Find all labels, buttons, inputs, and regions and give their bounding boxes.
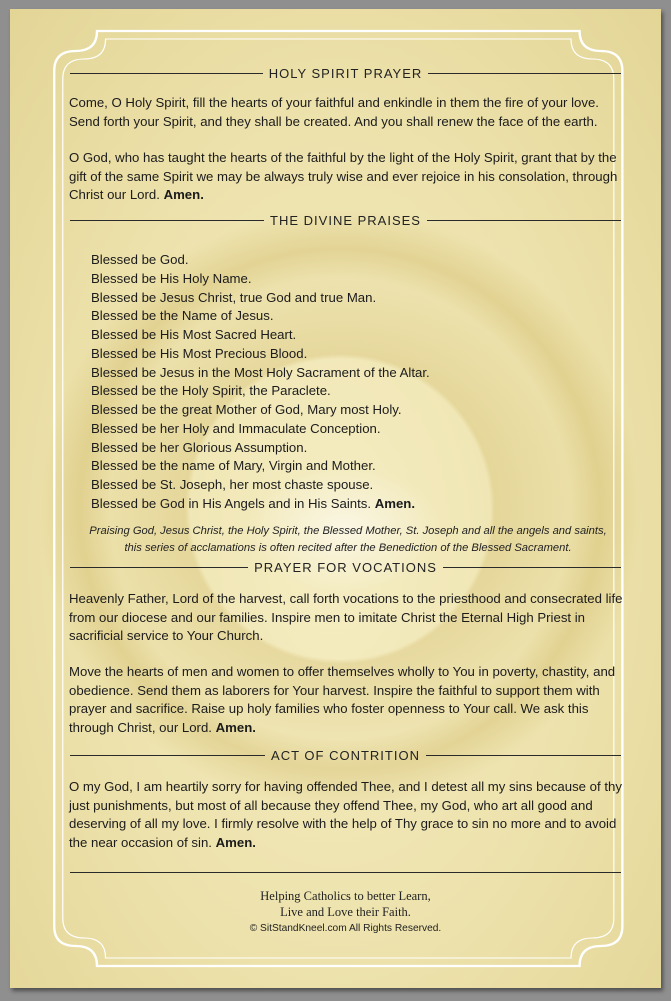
amen: Amen. <box>215 719 256 735</box>
praise-line: Blessed be her Holy and Immaculate Conception. <box>91 420 381 436</box>
holy-spirit-heading <box>70 66 621 81</box>
praise-line: Blessed be the great Mother of God, Mary most Holy. <box>91 402 402 417</box>
praise-line: Blessed be the Holy Spirit, the Paraclete. <box>91 383 331 399</box>
prayer-card <box>10 9 661 988</box>
contrition-paragraph: O my God, I am heartily sorry for having offended Thee, and I detest all my sins because of thy just punishments, but most of all because they offend Thee, my God, who art all good and deserving of all my love. I firmly resolve with the help of Thy grace to sin no more and to avoid the near occasion of sin. Amen. <box>69 779 622 850</box>
divine-praises-list <box>91 251 430 514</box>
praise-line: Blessed be the name of Mary, Virgin and Mother. <box>91 458 376 474</box>
amen: Amen. <box>374 495 416 511</box>
heading-rule <box>426 755 621 756</box>
vocations-paragraph-2: Move the hearts of men and women to offer themselves wholly to You in poverty, chastity, and obedience. Send them as laborers for Your harvest. Inspire the faithful to support them with prayer and sacrifice. Raise up holy families who foster openness to Your call. We ask this through Christ, our Lord. Amen. <box>69 664 616 735</box>
vocations-heading <box>70 560 621 575</box>
divine-praises-note: Praising God, Jesus Christ, the Holy Spirit, the Blessed Mother, St. Joseph and all the angels and saints, this series of acclamations is often recited after the Benediction of the Blessed Sacrament. <box>89 525 607 554</box>
footer-tagline-2: Live and Love their Faith. <box>280 905 411 919</box>
praise-line: Blessed be His Most Sacred Heart. <box>91 327 297 342</box>
divine-praises-heading <box>70 213 621 228</box>
footer-divider <box>70 872 621 873</box>
praise-line: Blessed be Jesus in the Most Holy Sacrament of the Altar. <box>91 364 430 380</box>
vocations-paragraph-1: Heavenly Father, Lord of the harvest, call forth vocations to the priesthood and consecrated life from our diocese and our families. Inspire men to imitate Christ the Eternal High Priest in sacrificial service to Your Church. <box>69 591 623 644</box>
heading-rule <box>70 73 263 74</box>
contrition-title: ACT OF CONTRITION <box>271 748 420 763</box>
praise-line: Blessed be His Holy Name. <box>91 270 252 286</box>
contrition-heading <box>70 748 621 763</box>
holy-spirit-title: HOLY SPIRIT PRAYER <box>268 66 423 81</box>
divine-praises-title: THE DIVINE PRAISES <box>270 213 421 228</box>
praise-line: Blessed be God. <box>91 252 189 267</box>
praise-line: Blessed be the Name of Jesus. <box>91 308 274 324</box>
praise-line: Blessed be His Most Precious Blood. <box>91 345 308 361</box>
amen: Amen. <box>215 834 256 850</box>
praise-line: Blessed be Jesus Christ, true God and true Man. <box>91 289 377 305</box>
vocations-title: PRAYER FOR VOCATIONS <box>254 560 437 575</box>
heading-rule <box>427 220 621 221</box>
holy-spirit-paragraph-2: O God, who has taught the hearts of the faithful by the light of the Holy Spirit, grant that by the gift of the same Spirit we may be always truly wise and ever rejoice in his consolation, through Christ our Lord. Amen. <box>69 150 618 203</box>
heading-rule <box>443 567 621 568</box>
praise-line: Blessed be her Glorious Assumption. <box>91 439 308 455</box>
amen: Amen. <box>163 187 204 203</box>
copyright-text: © SitStandKneel.com All Rights Reserved. <box>249 923 442 934</box>
footer-tagline-1: Helping Catholics to better Learn, <box>260 889 431 903</box>
heading-rule <box>70 755 265 756</box>
praise-line: Blessed be St. Joseph, her most chaste spouse. <box>91 477 374 492</box>
heading-rule <box>70 220 264 221</box>
heading-rule <box>70 567 248 568</box>
footer <box>140 888 551 936</box>
holy-spirit-paragraph-1: Come, O Holy Spirit, fill the hearts of your faithful and enkindle in them the fire of your love. Send forth your Spirit, and they shall be created. And you shall renew the face of the earth. <box>69 95 599 129</box>
heading-rule <box>428 73 621 74</box>
praise-line-last: Blessed be God in His Angels and in His Saints. Amen. <box>91 495 416 511</box>
